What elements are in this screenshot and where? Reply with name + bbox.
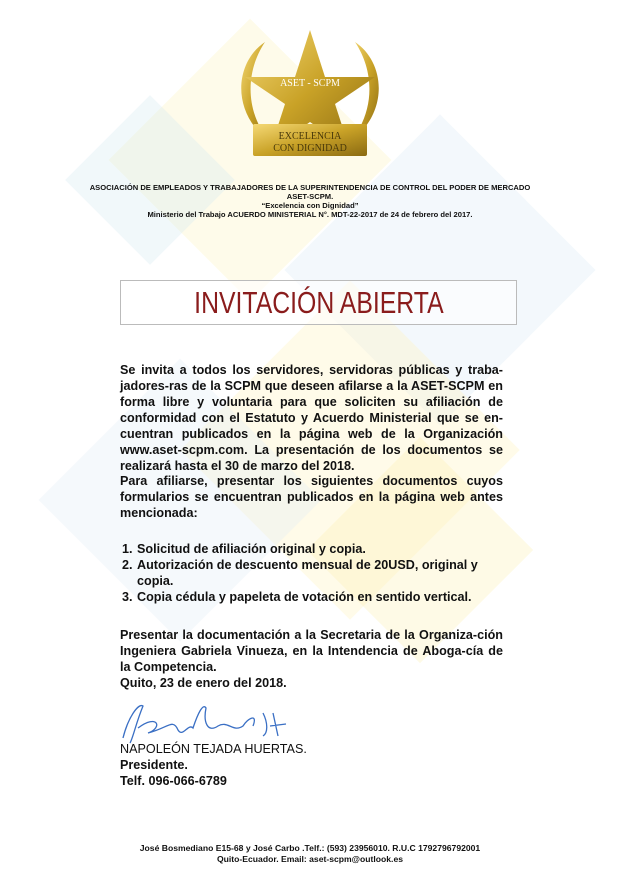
signer-name: NAPOLEÓN TEJADA HUERTAS. [120,742,307,756]
page-title: INVITACIÓN ABIERTA [193,285,444,320]
paragraph-requirements: Para afiliarse, presentar los siguientes documentos cuyos formularios se encuentran publicados en la página web antes mencionada: [120,474,503,520]
documents-list [122,541,502,605]
date-line: Quito, 23 de enero del 2018. [120,676,287,690]
svg-text:CON DIGNIDAD: CON DIGNIDAD [273,143,347,154]
header-acronym: ASET-SCPM. [286,192,334,201]
footer-address: José Bosmediano E15-68 y José Carbo .Telf.: (593) 23956010. R.U.C 1792796792001 [139,843,481,853]
header-motto: “Excelencia con Dignidad” [261,201,359,210]
signer-role: Presidente. [120,758,188,772]
list-item: 3. Copia cédula y papeleta de votación en sentido vertical. [122,590,472,604]
signer-phone: Telf. 096-066-6789 [120,774,227,788]
header-agreement: Ministerio del Trabajo ACUERDO MINISTERIAL N°. MDT-22-2017 de 24 de febrero del 2017. [147,210,473,219]
list-item: 2. Autorización de descuento mensual de 20USD, original y copia. [122,558,478,588]
paragraph-submission: Presentar la documentación a la Secretaria de la Organiza-ción Ingeniera Gabriela Vinueza, en la Intendencia de Aboga-cía de la Competencia. [120,628,503,674]
aset-scpm-logo [225,22,395,167]
svg-text:ASET - SCPM: ASET - SCPM [280,78,340,89]
footer [60,843,560,865]
header-org-name: ASOCIACIÓN DE EMPLEADOS Y TRABAJADORES DE LA SUPERINTENDENCIA DE CONTROL DEL PODER DE MERCADO [89,183,531,192]
title-box [120,280,517,325]
svg-text:EXCELENCIA: EXCELENCIA [278,131,342,142]
paragraph-invitation: Se invita a todos los servidores, servidoras públicas y traba-jadores-ras de la SCPM que deseen afilarse a la ASET-SCPM en forma libre y voluntaria para que soliciten su afiliación de conformidad con el Estatuto y Acuerdo Ministerial que se en-cuentran publicados en la página web de la Organización www.aset-scpm.com. La presentación de los documentos se realizará hasta el 30 de marzo del 2018. [120,363,503,473]
footer-email: Quito-Ecuador. Email: aset-scpm@outlook.es [216,854,404,864]
list-item: 1. Solicitud de afiliación original y copia. [122,542,366,556]
